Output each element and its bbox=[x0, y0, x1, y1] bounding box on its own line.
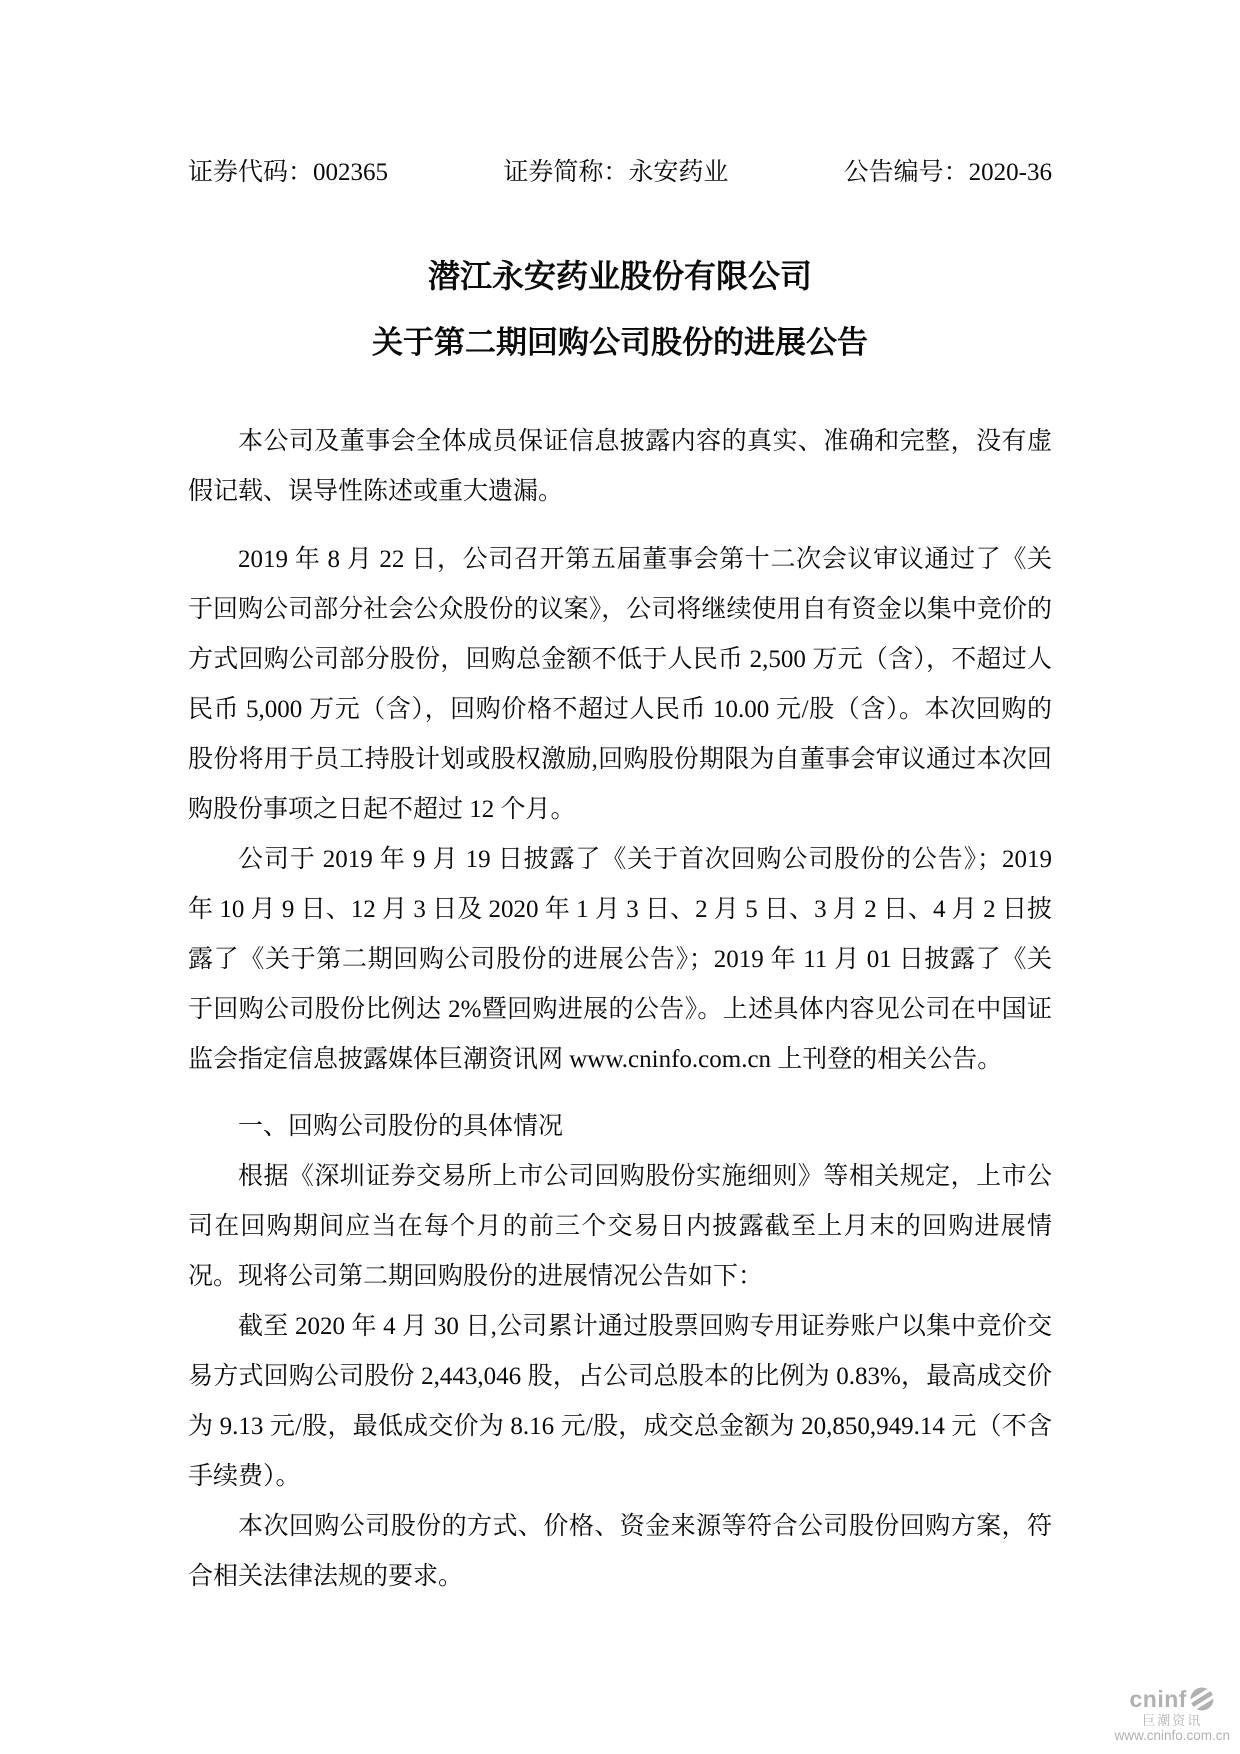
progress-paragraph: 截至 2020 年 4 月 30 日,公司累计通过股票回购专用证券账户以集中竞价交易方式回购公司股份 2,443,046 股，占公司总股本的比例为 0.83%，最高成交价为 9.13 元/股，最低成交价为 8.16 元/股，成交总金额为 20,850,949.14 元（不含手续费）。 bbox=[188, 1313, 1052, 1490]
pledge-paragraph: 本公司及董事会全体成员保证信息披露内容的真实、准确和完整，没有虚假记载、误导性陈述或重大遗漏。 bbox=[188, 428, 1052, 505]
board-resolution-paragraph: 2019 年 8 月 22 日，公司召开第五届董事会第十二次会议审议通过了《关于回购公司部分社会公众股份的议案》，公司将继续使用自有资金以集中竞价的方式回购公司部分股份，回购总金额不低于人民币 2,500 万元（含），不超过人民币 5,000 万元（含），回购价格不超过人民币 10.00 元/股（含）。本次回购的股份将用于员工持股计划或股权激励,回购股份期限为自董事会审议通过本次回购股份事项之日起不超过 12 个月。 bbox=[188, 546, 1052, 823]
cninfo-brand-text: cninf bbox=[1129, 1686, 1187, 1712]
company-name-title: 潜江永安药业股份有限公司 bbox=[427, 258, 812, 294]
compliance-paragraph: 本次回购公司股份的方式、价格、资金来源等符合公司股份回购方案，符合相关法律法规的要求。 bbox=[188, 1513, 1052, 1590]
document-body bbox=[188, 417, 1052, 1602]
stock-code: 证券代码：002365 bbox=[188, 159, 389, 186]
stock-short-name: 证券简称：永安药业 bbox=[503, 159, 729, 186]
cninfo-watermark bbox=[1114, 1686, 1230, 1744]
rules-paragraph: 根据《深圳证券交易所上市公司回购股份实施细则》等相关规定，上市公司在回购期间应当在每个月的前三个交易日内披露截至上月末的回购进展情况。现将公司第二期回购股份的进展情况公告如下： bbox=[188, 1163, 1052, 1290]
cninfo-brand-chinese: 巨潮资讯 bbox=[1142, 1713, 1203, 1728]
document-header bbox=[188, 148, 1052, 198]
announcement-number: 公告编号：2020-36 bbox=[843, 159, 1052, 186]
cninfo-url-text: www.cninfo.com.cn bbox=[1114, 1728, 1230, 1743]
section1-heading: 一、回购公司股份的具体情况 bbox=[238, 1113, 564, 1140]
disclosure-history-paragraph: 公司于 2019 年 9 月 19 日披露了《关于首次回购公司股份的公告》；2019 年 10 月 9 日、12 月 3 日及 2020 年 1 月 3 日、2 月 5 日、3 月 2 日、4 月 2 日披露了《关于第二期回购公司股份的进展公告》；2019 年 11 月 01 日披露了《关于回购公司股份比例达 2%暨回购进展的公告》。上述具体内容见公司在中国证监会指定信息披露媒体巨潮资讯网 www.cninfo.com.cn 上刊登的相关公告。 bbox=[188, 846, 1052, 1073]
announcement-title: 关于第二期回购公司股份的进展公告 bbox=[372, 325, 868, 360]
cninfo-brand-row bbox=[1130, 1686, 1215, 1712]
cninfo-swoosh-icon bbox=[1189, 1686, 1215, 1712]
